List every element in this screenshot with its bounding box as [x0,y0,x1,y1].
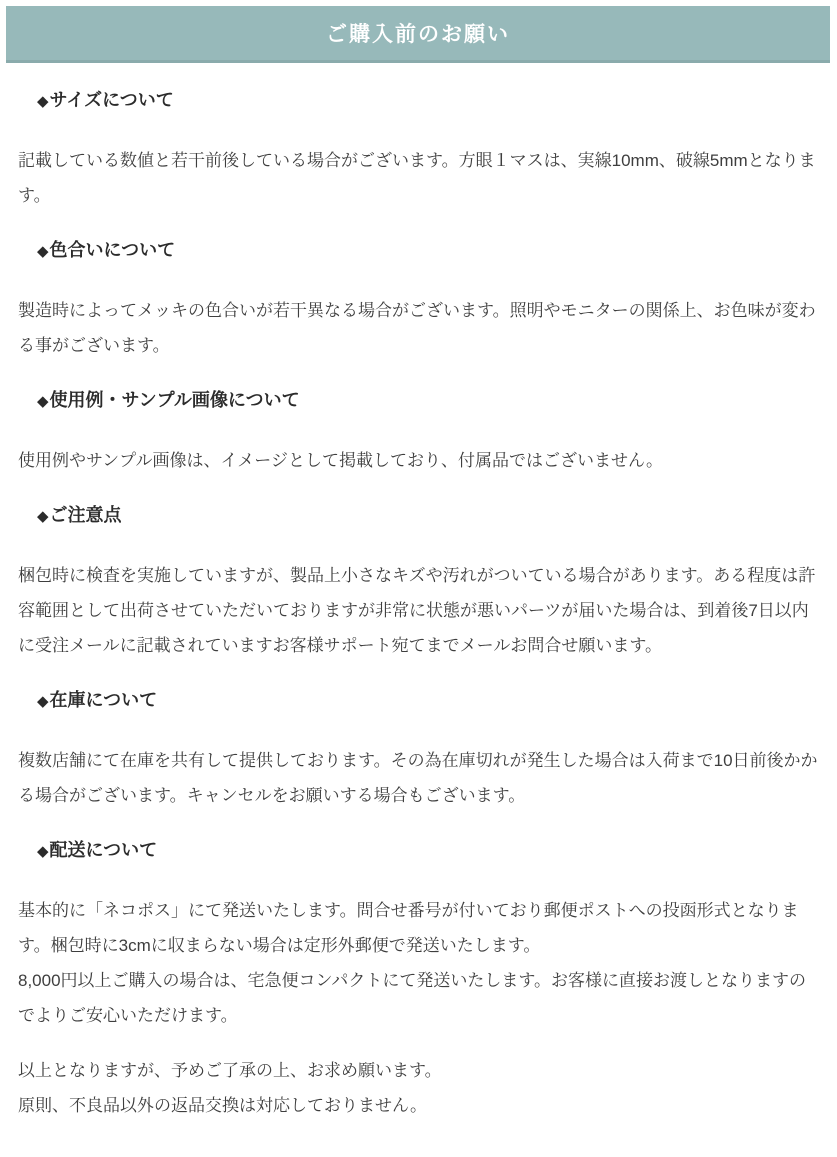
section-body-cautions [18,558,821,663]
body-text: 8,000円以上ご購入の場合は、宅急便コンパクトにて発送いたします。お客様に直接お渡しとなりますのでよりご安心いただけます。 [18,971,806,1025]
section-heading-label: 使用例・サンプル画像について [49,390,300,410]
section-body-shipping [18,893,821,1033]
notice-header-bar [6,6,830,63]
section-heading-shipping [18,837,821,865]
closing-line: 原則、不良品以外の返品交換は対応しておりません。 [18,1096,428,1115]
body-text: 梱包時に検査を実施していますが、製品上小さなキズや汚れがついている場合があります。ある程度は許容範囲として出荷させていただいておりますが非常に状態が悪いパーツが届いた場合は、到着後7日以内に受注メールに記載されていますお客様サポート宛てまでメールお問合せ願います。 [18,566,816,655]
section-body-color [18,293,821,363]
closing-line: 以上となりますが、予めご了承の上、お求め願います。 [18,1061,442,1080]
diamond-bullet-icon: ◆ [37,693,49,710]
section-heading-stock [18,687,821,715]
section-heading-label: 色合いについて [49,240,176,260]
section-body-size [18,143,821,213]
section-heading-sample-images [18,387,821,415]
body-text: 複数店舗にて在庫を共有して提供しております。その為在庫切れが発生した場合は入荷まで10日前後かかる場合がございます。キャンセルをお願いする場合もございます。 [18,751,818,805]
body-text: 使用例やサンプル画像は、イメージとして掲載しており、付属品ではございません。 [18,451,663,470]
closing-note [18,1053,821,1123]
section-body-stock [18,743,821,813]
notice-content [0,87,837,1123]
diamond-bullet-icon: ◆ [37,508,49,525]
body-text: 製造時によってメッキの色合いが若干異なる場合がございます。照明やモニターの関係上、お色味が変わる事がございます。 [18,301,816,355]
body-text: 記載している数値と若干前後している場合がございます。方眼１マスは、実線10mm、破線5mmとなります。 [18,151,816,205]
diamond-bullet-icon: ◆ [37,393,49,410]
diamond-bullet-icon: ◆ [37,93,49,110]
section-heading-color [18,237,821,265]
section-heading-label: 配送について [49,840,158,860]
body-text: 基本的に「ネコポス」にて発送いたします。問合せ番号が付いており郵便ポストへの投函形式となります。梱包時に3cmに収まらない場合は定形外郵便で発送いたします。 [18,901,799,955]
section-heading-size [18,87,821,115]
section-heading-cautions [18,502,821,530]
section-heading-label: サイズについて [49,90,174,110]
section-heading-label: ご注意点 [49,505,122,525]
diamond-bullet-icon: ◆ [37,843,49,860]
section-heading-label: 在庫について [49,690,158,710]
diamond-bullet-icon: ◆ [37,243,49,260]
notice-title: ご購入前のお願い [326,23,510,46]
section-body-sample-images [18,443,821,478]
